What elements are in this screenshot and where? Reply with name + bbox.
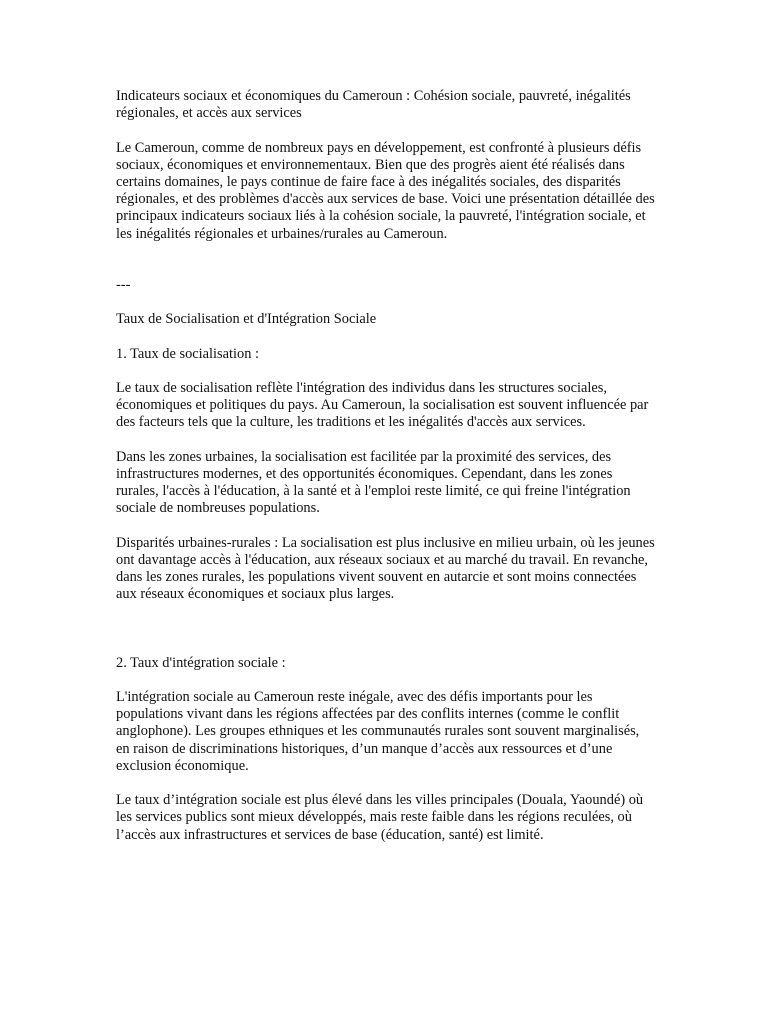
- intro-paragraph: Le Cameroun, comme de nombreux pays en développement, est confronté à plusieurs défis sociaux, économiques et environnementaux. Bien que des progrès aient été réalisés dans certains domaines, le pays continue de faire face à des inégalités sociales, des disparités régionales, et des problèmes d'accès aux services de base. Voici une présentation détaillée des principaux indicateurs sociaux liés à la cohésion sociale, la pauvreté, l'intégration sociale, et les inégalités régionales et urbaines/rurales au Cameroun.: [116, 139, 655, 242]
- document-title: Indicateurs sociaux et économiques du Cameroun : Cohésion sociale, pauvreté, inégalités régionales, et accès aux services: [116, 88, 631, 122]
- paragraph-integration-2: Le taux d’intégration sociale est plus élevé dans les villes principales (Douala, Yaoundé) où les services publics sont mieux développés, mais reste faible dans les régions reculées, où l’accès aux infrastructures et services de base (éducation, santé) est limité.: [116, 792, 644, 843]
- section-heading: Taux de Socialisation et d'Intégration Sociale: [116, 311, 377, 328]
- separator: ---: [116, 276, 131, 293]
- subsection-heading-1: 1. Taux de socialisation :: [116, 345, 260, 362]
- paragraph-socialisation-1: Le taux de socialisation reflète l'intégration des individus dans les structures sociales, économiques et politiques du pays. Au Cameroun, la socialisation est souvent influencée par des facteurs tels que la culture, les traditions et les inégalités d'accès aux services.: [116, 379, 649, 431]
- paragraph-socialisation-2: Dans les zones urbaines, la socialisation est facilitée par la proximité des services, des infrastructures modernes, et des opportunités économiques. Cependant, dans les zones rurales, l'accès à l'éducation, à la santé et à l'emploi reste limité, ce qui freine l'intégration sociale de nombreuses populations.: [116, 448, 631, 517]
- paragraph-integration-1: L'intégration sociale au Cameroun reste inégale, avec des défis importants pour les populations vivant dans les régions affectées par des conflits internes (comme le conflit anglophone). Les groupes ethniques et les communautés rurales sont souvent marginalisés, en raison de discriminations historiques, d’un manque d’accès aux ressources et d’une exclusion économique.: [116, 688, 640, 774]
- subsection-heading-2: 2. Taux d'intégration sociale :: [116, 654, 286, 671]
- document-body: [116, 88, 656, 861]
- paragraph-socialisation-3: Disparités urbaines-rurales : La socialisation est plus inclusive en milieu urbain, où les jeunes ont davantage accès à l'éducation, aux réseaux sociaux et au marché du travail. En revanche, dans les zones rurales, les populations vivent souvent en autarcie et sont moins connectées aux réseaux économiques et sociaux plus larges.: [116, 534, 655, 603]
